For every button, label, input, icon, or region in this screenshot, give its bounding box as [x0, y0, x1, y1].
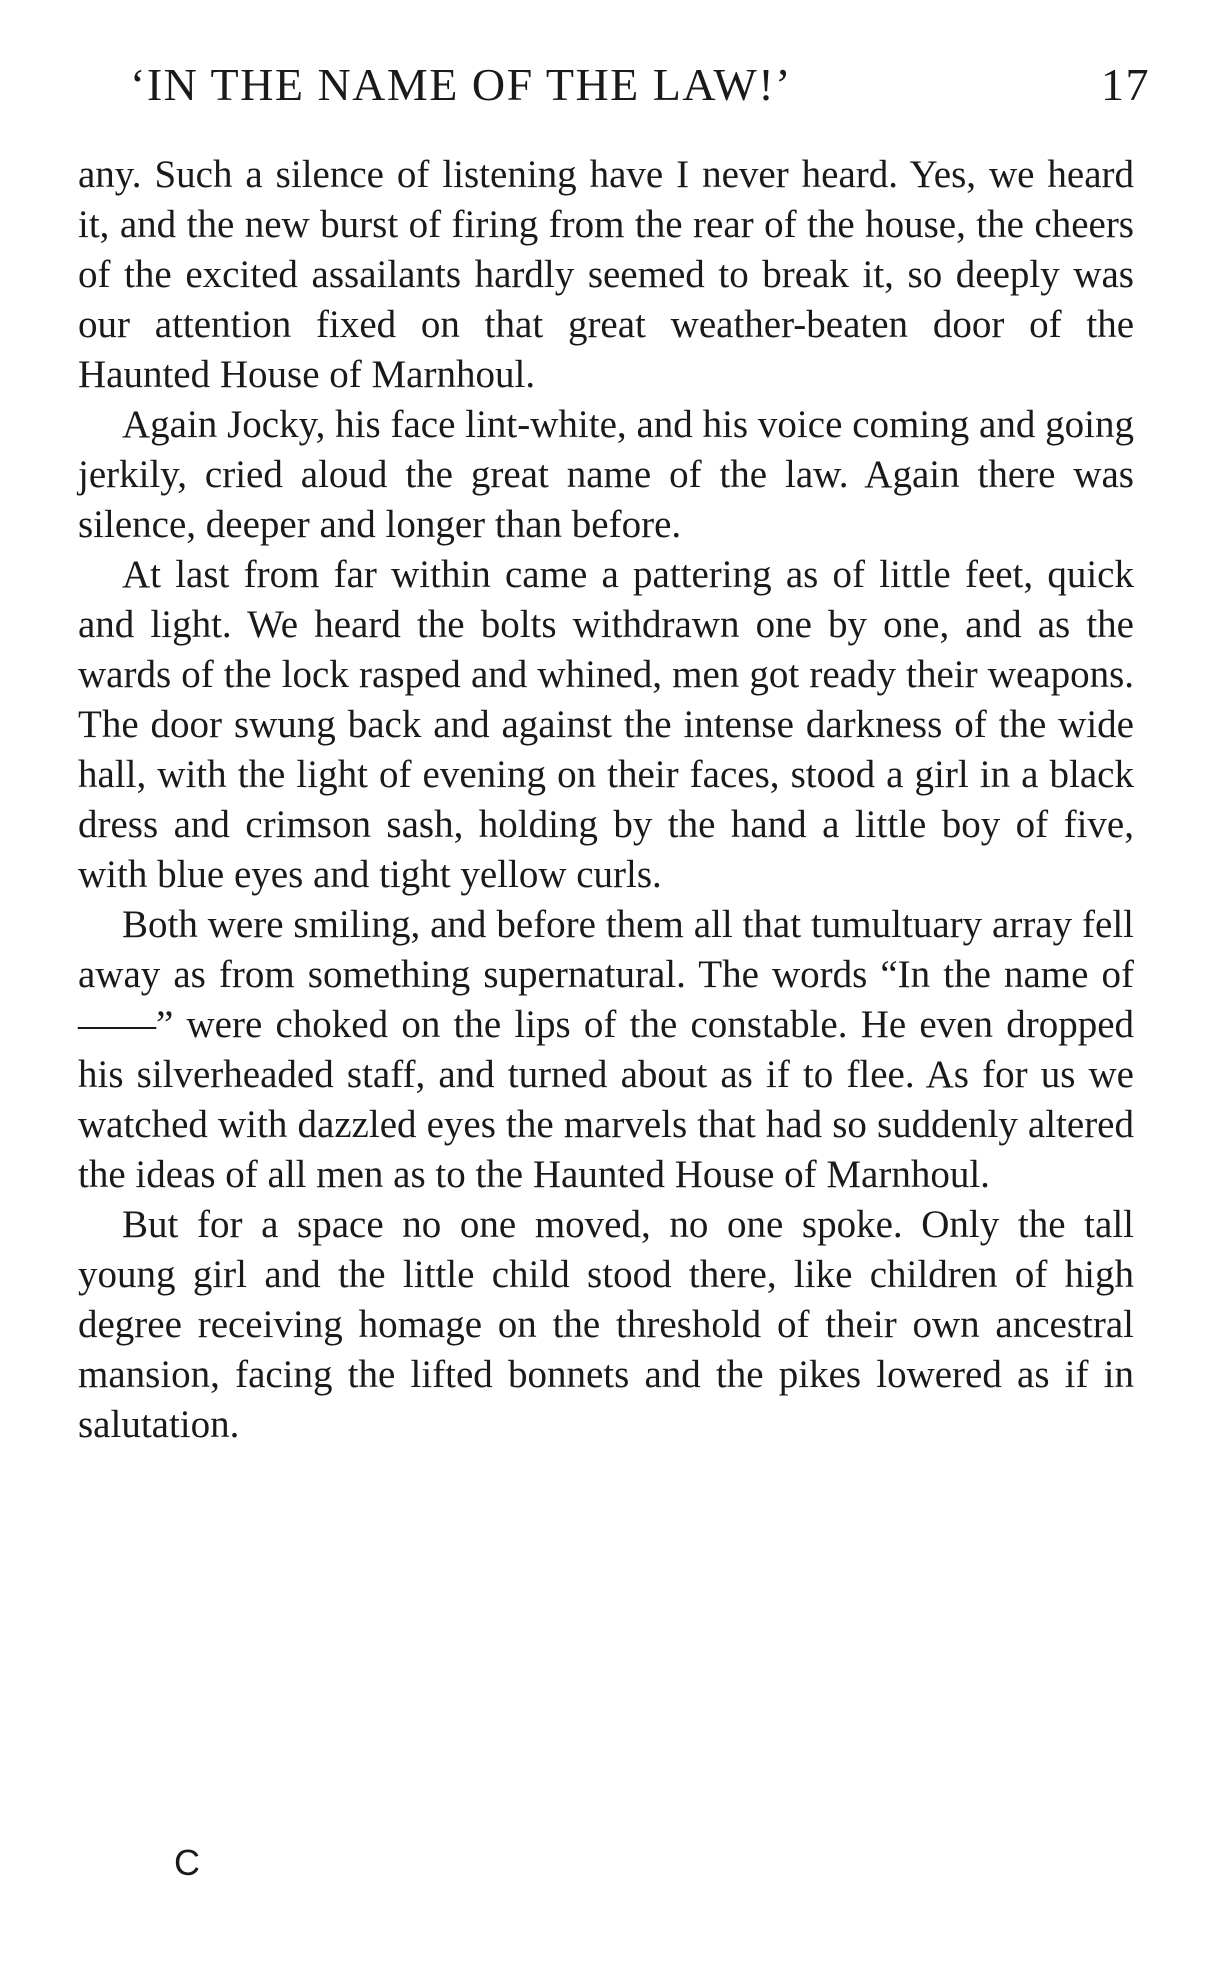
running-head: ‘IN THE NAME OF THE LAW!’ [130, 59, 792, 110]
page-header [130, 58, 1150, 118]
body-text [78, 150, 1134, 1450]
paragraph: Again Jocky, his face lint-white, and his voice coming and going jerkily, cried aloud the great name of the law. Again there was silence, deeper and longer than before. [78, 403, 1134, 546]
paragraph: Both were smiling, and before them all that tumultuary array fell away as from something supernatural. The words “In the name of——” were choked on the lips of the constable. He even dropped his silverheaded staff, and turned about as if to flee. As for us we watched with dazzled eyes the marvels that had so suddenly altered the ideas of all men as to the Haunted House of Marnhoul. [78, 903, 1134, 1196]
page-number: 17 [1101, 59, 1150, 110]
paragraph: But for a space no one moved, no one spoke. Only the tall young girl and the little child stood there, like children of high degree receiving homage on the threshold of their own ancestral mansion, facing the lifted bonnets and the pikes lowered as if in salutation. [78, 1203, 1134, 1446]
paragraph: any. Such a silence of listening have I never heard. Yes, we heard it, and the new burst of firing from the rear of the house, the cheers of the excited assailants hardly seemed to break it, so deeply was our attention fixed on that great weather-beaten door of the Haunted House of Marnhoul. [78, 153, 1134, 396]
signature-mark: C [174, 1842, 200, 1883]
paragraph: At last from far within came a pattering as of little feet, quick and light. We heard the bolts withdrawn one by one, and as the wards of the lock rasped and whined, men got ready their weapons. The door swung back and against the intense darkness of the wide hall, with the light of evening on their faces, stood a girl in a black dress and crimson sash, holding by the hand a little boy of five, with blue eyes and tight yellow curls. [78, 553, 1134, 896]
